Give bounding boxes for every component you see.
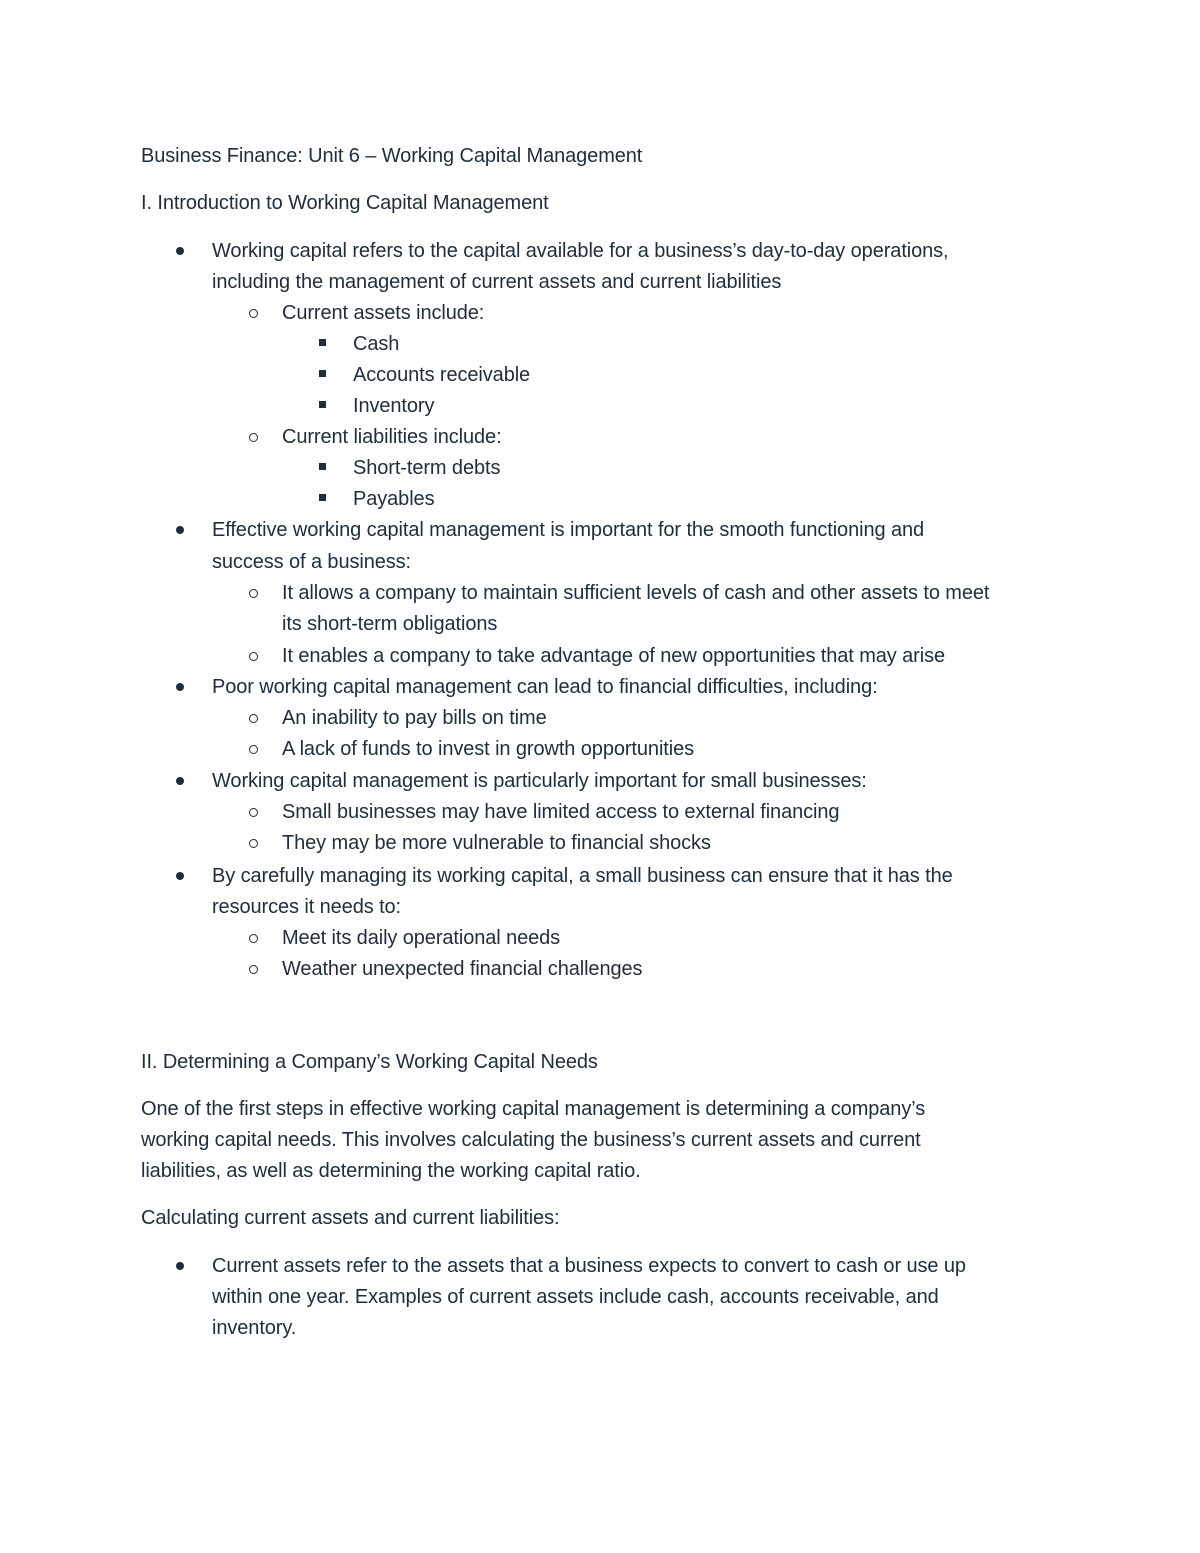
sub-bullet-3-2: A lack of funds to invest in growth opportunities (282, 738, 695, 760)
section-2-bullet-1-line-3: inventory. (212, 1317, 297, 1339)
bullet-icon (176, 872, 184, 880)
bullet-1-line-1: Working capital refers to the capital available for a business’s day-to-day operations, (212, 240, 949, 262)
section-2-heading: II. Determining a Company’s Working Capital Needs (141, 1051, 598, 1073)
sub-bullet-2-2: It enables a company to take advantage of new opportunities that may arise (282, 645, 946, 667)
document-title: Business Finance: Unit 6 – Working Capital Management (141, 145, 643, 167)
section-2-bullet-1-line-1: Current assets refer to the assets that a business expects to convert to cash or use up (212, 1255, 966, 1277)
sub-bullet-3-1: An inability to pay bills on time (282, 707, 547, 729)
sub-bullet-2-1-line-2: its short-term obligations (282, 613, 498, 635)
square-bullet-icon (319, 401, 326, 408)
sub-bullet-icon (249, 652, 258, 661)
sub-bullet-4-2: They may be more vulnerable to financial shocks (282, 832, 711, 854)
paragraph-1-line-1: One of the first steps in effective working capital management is determining a company’s (141, 1098, 926, 1120)
sub-bullet-4-1: Small businesses may have limited access to external financing (282, 801, 840, 823)
bullet-5-line-1: By carefully managing its working capital, a small business can ensure that it has the (212, 865, 953, 887)
bullet-icon (176, 526, 184, 534)
paragraph-2: Calculating current assets and current liabilities: (141, 1207, 560, 1229)
item-cash: Cash (353, 333, 400, 355)
paragraph-1-line-2: working capital needs. This involves calculating the business’s current assets and current (141, 1129, 921, 1151)
sub-bullet-5-1: Meet its daily operational needs (282, 927, 561, 949)
square-bullet-icon (319, 494, 326, 501)
bullet-1-line-2: including the management of current assets and current liabilities (212, 271, 782, 293)
bullet-2-line-2: success of a business: (212, 551, 412, 573)
section-1-heading: I. Introduction to Working Capital Management (141, 192, 549, 214)
paragraph-1-line-3: liabilities, as well as determining the working capital ratio. (141, 1160, 641, 1182)
sub-bullet-5-2: Weather unexpected financial challenges (282, 958, 643, 980)
square-bullet-icon (319, 339, 326, 346)
bullet-icon (176, 777, 184, 785)
bullet-3: Poor working capital management can lead to financial difficulties, including: (212, 676, 878, 698)
bullet-5-line-2: resources it needs to: (212, 896, 402, 918)
sub-bullet-icon (249, 965, 258, 974)
sub-bullet-icon (249, 714, 258, 723)
bullet-icon (176, 1262, 184, 1270)
bullet-4: Working capital management is particularly important for small businesses: (212, 770, 867, 792)
sub-bullet-current-liabilities: Current liabilities include: (282, 426, 502, 448)
sub-bullet-icon (249, 589, 258, 598)
item-inventory: Inventory (353, 395, 435, 417)
sub-bullet-icon (249, 808, 258, 817)
sub-bullet-current-assets: Current assets include: (282, 302, 485, 324)
item-short-term-debts: Short-term debts (353, 457, 501, 479)
bullet-2-line-1: Effective working capital management is important for the smooth functioning and (212, 519, 925, 541)
item-payables: Payables (353, 488, 435, 510)
sub-bullet-icon (249, 934, 258, 943)
sub-bullet-icon (249, 309, 258, 318)
square-bullet-icon (319, 370, 326, 377)
square-bullet-icon (319, 463, 326, 470)
sub-bullet-icon (249, 433, 258, 442)
sub-bullet-2-1-line-1: It allows a company to maintain sufficient levels of cash and other assets to meet (282, 582, 990, 604)
item-accounts-receivable: Accounts receivable (353, 364, 531, 386)
sub-bullet-icon (249, 839, 258, 848)
sub-bullet-icon (249, 745, 258, 754)
section-2-bullet-1-line-2: within one year. Examples of current assets include cash, accounts receivable, and (212, 1286, 939, 1308)
bullet-icon (176, 247, 184, 255)
bullet-icon (176, 683, 184, 691)
